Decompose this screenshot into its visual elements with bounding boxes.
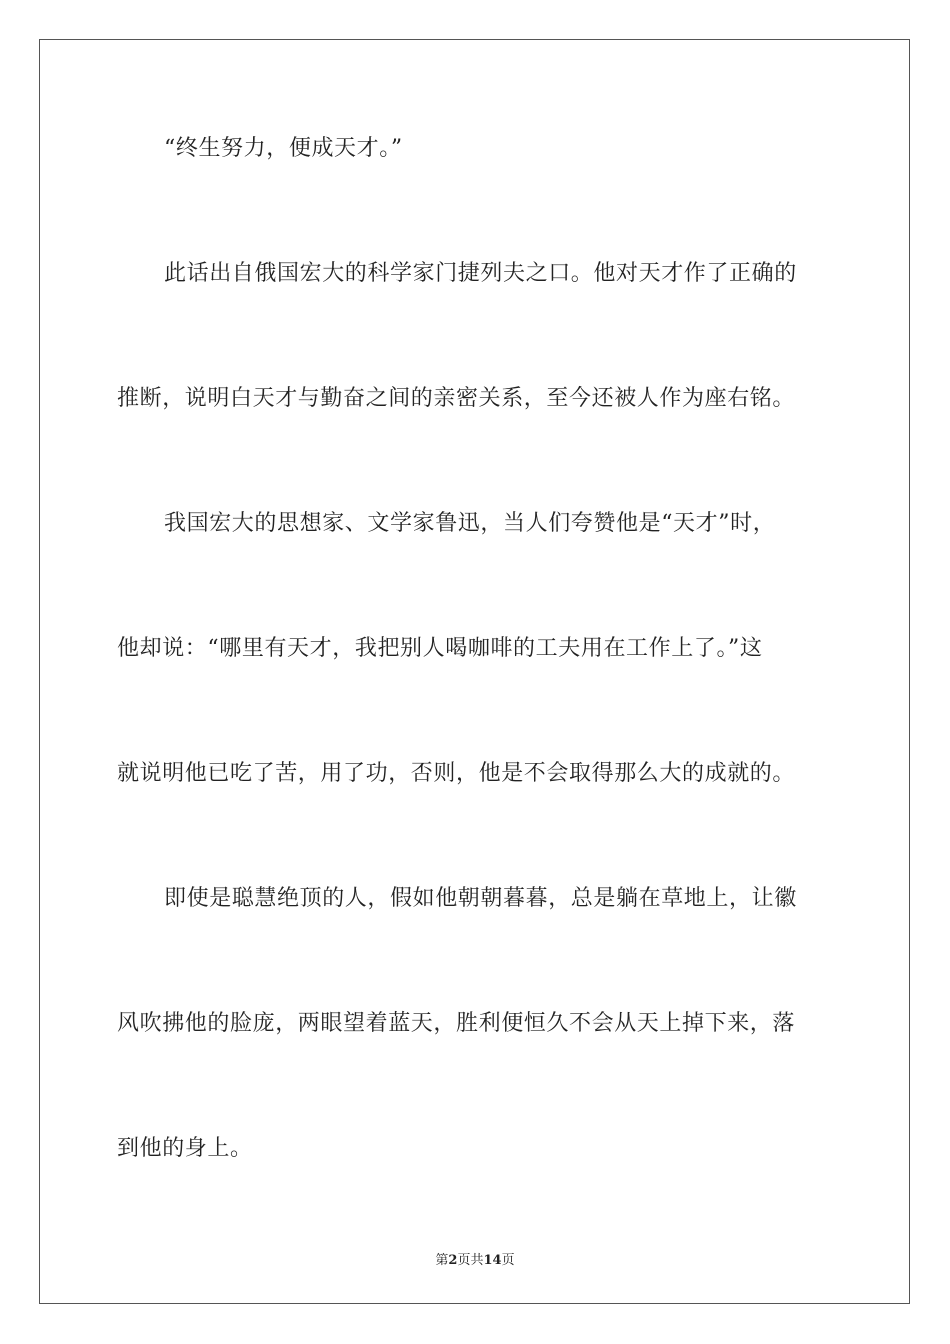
page-number: 2 bbox=[448, 1253, 458, 1268]
page-border bbox=[39, 39, 910, 1304]
total-prefix: 共 bbox=[470, 1253, 484, 1268]
paragraph-4-line-1: 即使是聪慧绝顶的人，假如他朝朝暮暮，总是躺在草地上，让徽 bbox=[164, 886, 797, 911]
total-pages: 14 bbox=[483, 1253, 502, 1268]
paragraph-3-line-2: 他却说：“哪里有天才，我把别人喝咖啡的工夫用在工作上了。”这 bbox=[117, 636, 763, 661]
total-suffix: 页 bbox=[501, 1253, 515, 1268]
page-suffix: 页 bbox=[457, 1253, 471, 1268]
paragraph-3-line-3: 就说明他已吃了苦，用了功，否则，他是不会取得那么大的成就的。 bbox=[117, 761, 796, 786]
paragraph-4-line-2: 风吹拂他的脸庞，两眼望着蓝天，胜利便恒久不会从天上掉下来，落 bbox=[117, 1011, 796, 1036]
paragraph-1-line-1: “终生努力，便成天才。” bbox=[164, 136, 403, 161]
page-prefix: 第 bbox=[435, 1253, 449, 1268]
paragraph-2-line-2: 推断，说明白天才与勤奋之间的亲密关系，至今还被人作为座右铭。 bbox=[117, 386, 796, 411]
paragraph-2-line-1: 此话出自俄国宏大的科学家门捷列夫之口。他对天才作了正确的 bbox=[164, 261, 797, 286]
paragraph-3-line-1: 我国宏大的思想家、文学家鲁迅，当人们夸赞他是“天才”时， bbox=[164, 511, 776, 536]
paragraph-4-line-3: 到他的身上。 bbox=[117, 1136, 253, 1161]
page-footer bbox=[0, 1249, 950, 1268]
